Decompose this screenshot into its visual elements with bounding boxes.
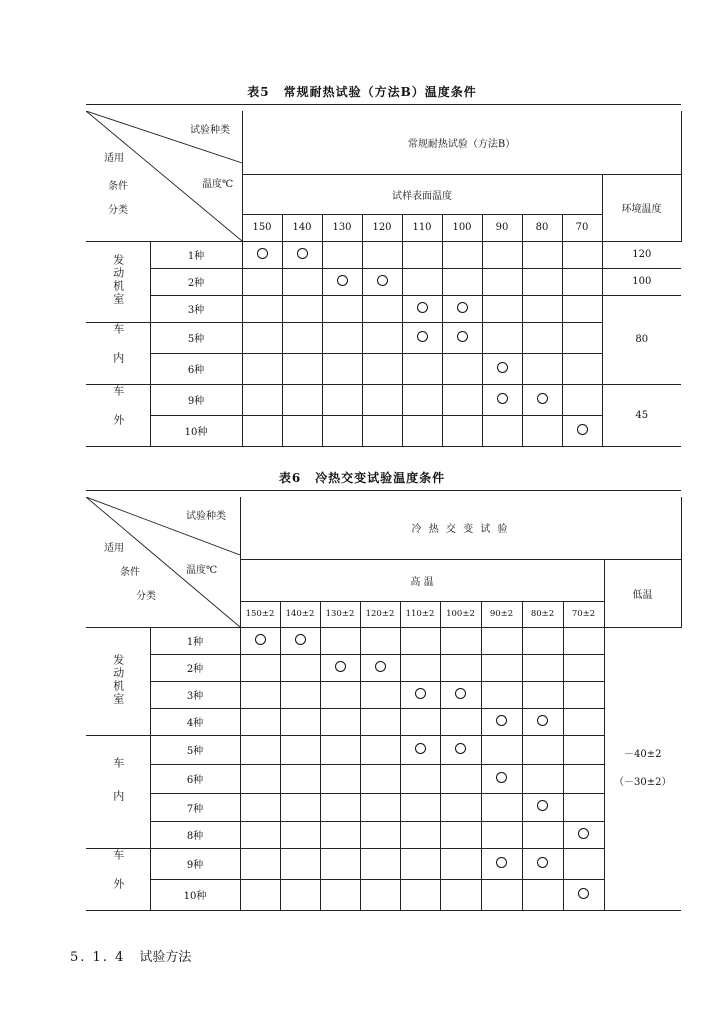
circle-mark-icon (537, 857, 548, 868)
mark-cell (400, 764, 440, 793)
table5-temp-140: 140 (282, 214, 322, 241)
mark-cell (282, 384, 322, 415)
ambient-value: 45 (602, 384, 681, 446)
section-title: 试验方法 (139, 950, 192, 965)
mark-cell (563, 764, 604, 793)
table-row (86, 384, 681, 415)
table5-group-exterior (86, 384, 150, 446)
mark-cell (563, 735, 604, 764)
mark-cell (482, 241, 522, 268)
mark-cell (522, 415, 562, 446)
circle-mark-icon (577, 424, 588, 435)
mark-cell (360, 764, 400, 793)
circle-mark-icon (537, 800, 548, 811)
table5-test-name: 常规耐热试验（方法B） (242, 111, 681, 174)
mark-cell (481, 627, 522, 654)
table6-temp-100: 100±2 (440, 601, 481, 627)
table-row (86, 295, 681, 322)
mark-cell (402, 384, 442, 415)
table-row (86, 654, 681, 681)
table6-caption (0, 469, 724, 486)
mark-cell (440, 821, 481, 848)
mark-cell (320, 735, 360, 764)
mark-cell (402, 415, 442, 446)
mark-cell (362, 415, 402, 446)
mark-cell (242, 322, 282, 353)
ambient-value: 100 (602, 268, 681, 295)
mark-cell (562, 241, 602, 268)
mark-cell (360, 793, 400, 821)
mark-cell (280, 879, 320, 910)
table6-caption-title: 冷热交变试验温度条件 (315, 471, 446, 485)
mark-cell (360, 879, 400, 910)
row-label: 5种 (150, 735, 240, 764)
mark-cell (240, 681, 280, 708)
table-row (86, 735, 681, 764)
mark-cell (562, 384, 602, 415)
table5-diag-test-type: 试验种类 (190, 125, 230, 136)
row-label: 6种 (150, 353, 242, 384)
mark-cell (240, 793, 280, 821)
row-label: 8种 (150, 821, 240, 848)
row-label: 2种 (150, 268, 242, 295)
mark-cell (242, 241, 282, 268)
mark-cell (522, 821, 563, 848)
circle-mark-icon (375, 661, 386, 672)
mark-cell (481, 708, 522, 735)
table5-group-engine-room (86, 241, 150, 322)
group-label: 发动机室 (111, 254, 125, 306)
table6-temp-130: 130±2 (320, 601, 360, 627)
table-row (86, 708, 681, 735)
table-row (86, 764, 681, 793)
group-label: 车内 (111, 757, 125, 823)
circle-mark-icon (578, 828, 589, 839)
table5-diag-applicable: 适用 (104, 153, 124, 164)
mark-cell (440, 627, 481, 654)
mark-cell (360, 735, 400, 764)
mark-cell (402, 241, 442, 268)
mark-cell (481, 654, 522, 681)
circle-mark-icon (496, 715, 507, 726)
section-number: 5. 1. 4 (70, 950, 126, 965)
table6-header-diagonal (86, 497, 240, 627)
mark-cell (242, 415, 282, 446)
mark-cell (522, 681, 563, 708)
mark-cell (360, 848, 400, 879)
table6-temp-150: 150±2 (240, 601, 280, 627)
mark-cell (280, 708, 320, 735)
mark-cell (442, 268, 482, 295)
table5-diag-temperature: 温度℃ (202, 179, 234, 190)
mark-cell (280, 848, 320, 879)
circle-mark-icon (497, 362, 508, 373)
table5-temp-150: 150 (242, 214, 282, 241)
mark-cell (400, 654, 440, 681)
table-row (86, 681, 681, 708)
mark-cell (362, 241, 402, 268)
table5-caption (0, 83, 724, 100)
row-label: 3种 (150, 295, 242, 322)
mark-cell (320, 681, 360, 708)
mark-cell (242, 295, 282, 322)
low-temp-value-alt: （－30±2） (614, 776, 672, 788)
ambient-value: 120 (602, 241, 681, 268)
table6-group-exterior (86, 848, 150, 910)
ambient-value: 80 (602, 295, 681, 384)
mark-cell (400, 793, 440, 821)
table6-caption-prefix: 表6 (278, 471, 302, 485)
mark-cell (522, 879, 563, 910)
group-label: 车外 (111, 848, 125, 907)
mark-cell (482, 295, 522, 322)
table6 (86, 497, 682, 911)
mark-cell (562, 353, 602, 384)
circle-mark-icon (457, 302, 468, 313)
mark-cell (362, 322, 402, 353)
table-row (86, 353, 681, 384)
circle-mark-icon (417, 331, 428, 342)
circle-mark-icon (337, 275, 348, 286)
table-row (86, 793, 681, 821)
table6-temp-80: 80±2 (522, 601, 563, 627)
circle-mark-icon (537, 715, 548, 726)
mark-cell (240, 627, 280, 654)
mark-cell (522, 627, 563, 654)
circle-mark-icon (578, 888, 589, 899)
table5-temp-130: 130 (322, 214, 362, 241)
mark-cell (280, 821, 320, 848)
table5-temp-70: 70 (562, 214, 602, 241)
mark-cell (240, 735, 280, 764)
table6-diag-temperature: 温度℃ (186, 565, 218, 576)
table6-group-interior (86, 735, 150, 848)
circle-mark-icon (295, 634, 306, 645)
table-row (86, 322, 681, 353)
mark-cell (240, 708, 280, 735)
table6-diag-condition: 条件 (120, 567, 140, 578)
mark-cell (322, 322, 362, 353)
mark-cell (322, 241, 362, 268)
mark-cell (482, 322, 522, 353)
mark-cell (240, 879, 280, 910)
table6-top-rule (86, 490, 681, 491)
mark-cell (522, 708, 563, 735)
circle-mark-icon (417, 302, 428, 313)
mark-cell (282, 268, 322, 295)
table5-temp-110: 110 (402, 214, 442, 241)
mark-cell (280, 793, 320, 821)
mark-cell (240, 848, 280, 879)
mark-cell (362, 295, 402, 322)
circle-mark-icon (455, 743, 466, 754)
mark-cell (440, 764, 481, 793)
mark-cell (320, 848, 360, 879)
table5-caption-title: 常规耐热试验（方法B）温度条件 (283, 85, 477, 99)
row-label: 5种 (150, 322, 242, 353)
mark-cell (400, 708, 440, 735)
table-row (86, 879, 681, 910)
mark-cell (442, 353, 482, 384)
table5-header-diagonal (86, 111, 242, 241)
mark-cell (240, 764, 280, 793)
mark-cell (400, 848, 440, 879)
mark-cell (402, 322, 442, 353)
table6-temp-120: 120±2 (360, 601, 400, 627)
mark-cell (320, 764, 360, 793)
mark-cell (522, 764, 563, 793)
table6-diag-applicable: 适用 (104, 543, 124, 554)
mark-cell (563, 879, 604, 910)
mark-cell (322, 295, 362, 322)
mark-cell (563, 821, 604, 848)
mark-cell (402, 353, 442, 384)
table5-diag-category: 分类 (108, 205, 128, 216)
mark-cell (400, 821, 440, 848)
circle-mark-icon (496, 772, 507, 783)
row-label: 2种 (150, 654, 240, 681)
mark-cell (282, 415, 322, 446)
group-label: 车内 (111, 322, 125, 381)
row-label: 9种 (150, 848, 240, 879)
mark-cell (400, 681, 440, 708)
mark-cell (242, 268, 282, 295)
mark-cell (360, 821, 400, 848)
mark-cell (320, 793, 360, 821)
table5-temp-100: 100 (442, 214, 482, 241)
table5 (86, 111, 682, 447)
mark-cell (482, 415, 522, 446)
circle-mark-icon (496, 857, 507, 868)
mark-cell (282, 322, 322, 353)
mark-cell (320, 654, 360, 681)
mark-cell (322, 353, 362, 384)
mark-cell (242, 384, 282, 415)
mark-cell (562, 295, 602, 322)
mark-cell (522, 654, 563, 681)
group-label: 车外 (111, 384, 125, 443)
mark-cell (282, 241, 322, 268)
mark-cell (442, 241, 482, 268)
mark-cell (360, 708, 400, 735)
table5-temp-120: 120 (362, 214, 402, 241)
mark-cell (320, 627, 360, 654)
section-heading (70, 946, 191, 965)
mark-cell (442, 415, 482, 446)
table6-low-temp-header: 低温 (604, 559, 681, 627)
mark-cell (522, 793, 563, 821)
table6-temp-70: 70±2 (563, 601, 604, 627)
mark-cell (481, 848, 522, 879)
mark-cell (322, 415, 362, 446)
table5-temp-80: 80 (522, 214, 562, 241)
mark-cell (563, 654, 604, 681)
table-row (86, 268, 681, 295)
table6-temp-90: 90±2 (481, 601, 522, 627)
mark-cell (442, 322, 482, 353)
mark-cell (402, 295, 442, 322)
mark-cell (481, 793, 522, 821)
circle-mark-icon (415, 688, 426, 699)
mark-cell (440, 708, 481, 735)
mark-cell (481, 681, 522, 708)
mark-cell (280, 627, 320, 654)
mark-cell (282, 353, 322, 384)
table6-test-name: 冷 热 交 变 试 验 (240, 497, 681, 559)
mark-cell (481, 879, 522, 910)
mark-cell (400, 879, 440, 910)
mark-cell (522, 241, 562, 268)
mark-cell (482, 384, 522, 415)
mark-cell (481, 735, 522, 764)
mark-cell (322, 384, 362, 415)
mark-cell (322, 268, 362, 295)
table5-ambient-temp-header: 环境温度 (602, 174, 681, 241)
row-label: 3种 (150, 681, 240, 708)
table6-diag-test-type: 试验种类 (186, 511, 226, 522)
circle-mark-icon (335, 661, 346, 672)
mark-cell (563, 627, 604, 654)
mark-cell (280, 735, 320, 764)
table6-group-engine-room (86, 627, 150, 735)
mark-cell (400, 627, 440, 654)
mark-cell (360, 681, 400, 708)
circle-mark-icon (257, 248, 268, 259)
mark-cell (440, 654, 481, 681)
mark-cell (400, 735, 440, 764)
mark-cell (440, 681, 481, 708)
table5-temp-90: 90 (482, 214, 522, 241)
table6-diag-category: 分类 (136, 591, 156, 602)
table5-top-rule (86, 104, 681, 105)
mark-cell (522, 268, 562, 295)
mark-cell (522, 295, 562, 322)
table-row (86, 241, 681, 268)
mark-cell (320, 879, 360, 910)
mark-cell (242, 353, 282, 384)
mark-cell (282, 295, 322, 322)
mark-cell (402, 268, 442, 295)
mark-cell (522, 848, 563, 879)
mark-cell (562, 268, 602, 295)
mark-cell (240, 654, 280, 681)
row-label: 1种 (150, 241, 242, 268)
mark-cell (362, 353, 402, 384)
mark-cell (562, 415, 602, 446)
mark-cell (563, 793, 604, 821)
mark-cell (320, 821, 360, 848)
table6-high-temp-header: 高 温 (240, 559, 604, 601)
mark-cell (482, 353, 522, 384)
circle-mark-icon (255, 634, 266, 645)
mark-cell (481, 764, 522, 793)
row-label: 10种 (150, 879, 240, 910)
row-label: 7种 (150, 793, 240, 821)
row-label: 1种 (150, 627, 240, 654)
mark-cell (440, 848, 481, 879)
circle-mark-icon (415, 743, 426, 754)
circle-mark-icon (297, 248, 308, 259)
row-label: 9种 (150, 384, 242, 415)
low-temp-value: －40±2 (624, 748, 662, 760)
row-label: 4种 (150, 708, 240, 735)
mark-cell (563, 681, 604, 708)
table6-temp-140: 140±2 (280, 601, 320, 627)
table5-diag-condition: 条件 (108, 181, 128, 192)
group-label: 发动机室 (111, 653, 125, 706)
mark-cell (280, 764, 320, 793)
mark-cell (563, 848, 604, 879)
circle-mark-icon (497, 393, 508, 404)
mark-cell (562, 322, 602, 353)
mark-cell (522, 322, 562, 353)
table-row (86, 415, 681, 446)
mark-cell (280, 681, 320, 708)
mark-cell (440, 793, 481, 821)
mark-cell (482, 268, 522, 295)
mark-cell (522, 353, 562, 384)
mark-cell (442, 384, 482, 415)
mark-cell (320, 708, 360, 735)
circle-mark-icon (377, 275, 388, 286)
mark-cell (481, 821, 522, 848)
circle-mark-icon (537, 393, 548, 404)
circle-mark-icon (455, 688, 466, 699)
table-row (86, 848, 681, 879)
mark-cell (240, 821, 280, 848)
table5-caption-prefix: 表5 (247, 85, 270, 99)
mark-cell (522, 384, 562, 415)
mark-cell (522, 735, 563, 764)
mark-cell (440, 735, 481, 764)
circle-mark-icon (457, 331, 468, 342)
mark-cell (563, 708, 604, 735)
row-label: 6种 (150, 764, 240, 793)
table5-surface-temp-header: 试样表面温度 (242, 174, 602, 214)
mark-cell (362, 384, 402, 415)
table5-group-interior (86, 322, 150, 384)
mark-cell (440, 879, 481, 910)
mark-cell (360, 627, 400, 654)
mark-cell (280, 654, 320, 681)
table6-temp-110: 110±2 (400, 601, 440, 627)
mark-cell (362, 268, 402, 295)
table6-low-temp-values (604, 627, 681, 910)
table-row (86, 627, 681, 654)
table-row (86, 821, 681, 848)
mark-cell (442, 295, 482, 322)
row-label: 10种 (150, 415, 242, 446)
mark-cell (360, 654, 400, 681)
